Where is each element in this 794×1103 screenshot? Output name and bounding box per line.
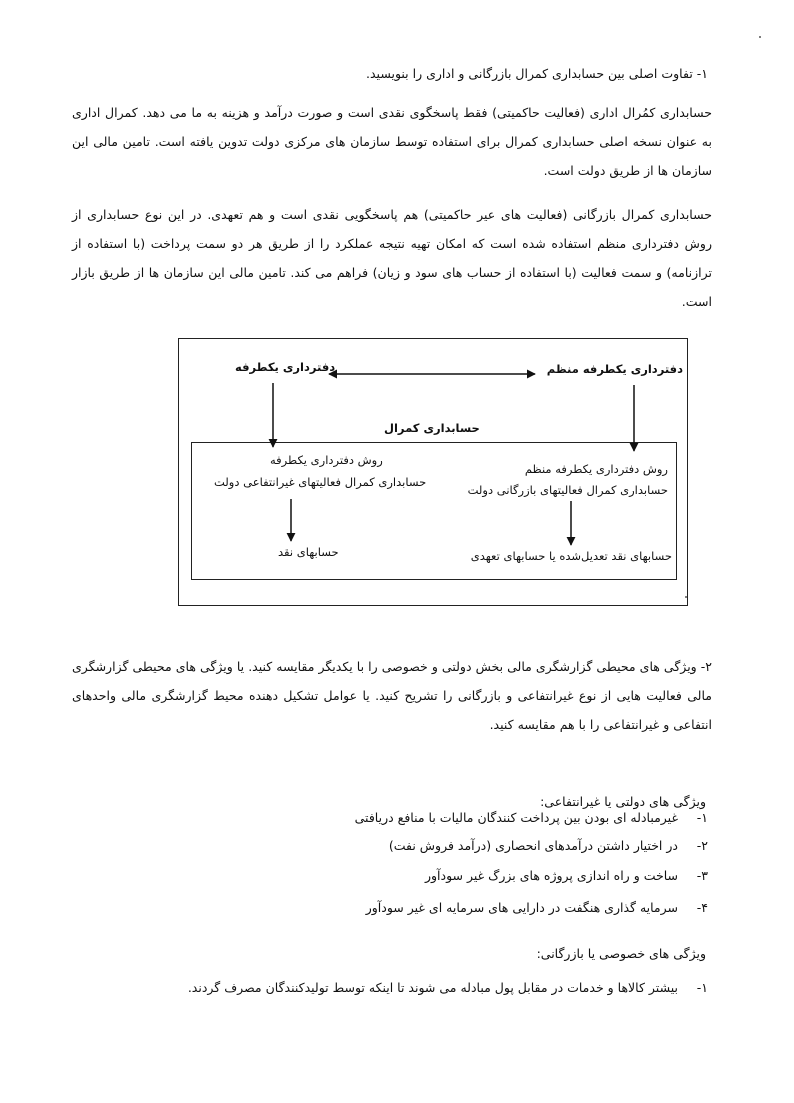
gov-item-2-num: ۲- [696,838,708,853]
gov-item-4 [366,896,708,920]
gov-item-1-num: ۱- [696,810,708,825]
private-item-1-text: بیشتر کالاها و خدمات در مقابل پول مبادله می شوند تا اینکه توسط تولیدکنندگان مصرف گردند. [187,980,678,995]
gov-item-3 [425,864,708,888]
diagram-left-line2: حسابداری کمرال فعالیتهای غیرانتفاعی دولت [214,475,427,489]
diagram-top-right-label: دفترداری یکطرفه منظم [546,362,683,376]
gov-item-1-text: غیرمبادله ای بودن بین پرداخت کنندگان مالیات با منافع دریافتی [354,810,678,825]
diagram-center-label: حسابداری کمرال [384,421,480,435]
question-2: ۲- ویژگی های محیطی گزارشگری مالی بخش دولتی و خصوصی را با یکدیگر مقایسه کنید. یا ویژگی های محیطی گزارشگری مالی فعالیت هایی از نوع غیرانتفاعی و بازرگانی را تشریح کنید. یا عوامل تشکیل دهنده محیط گزارشگری مالی واحدهای انتفاعی و غیرانتفاعی را با هم مقایسه کنید. [72,659,712,732]
diagram-bottom-right-label: حسابهای نقد تعدیل‌شده یا حسابهای تعهدی [470,549,672,563]
gov-item-4-num: ۴- [696,900,708,915]
gov-heading: ویژگی های دولتی یا غیرانتفاعی: [540,794,706,809]
diagram-left-line1: روش دفترداری یکطرفه [270,453,383,467]
private-item-1 [188,976,708,1000]
diagram-right-line2: حسابداری کمرال فعالیتهای بازرگانی دولت [467,483,668,497]
gov-item-1 [355,806,708,830]
private-item-1-num: ۱- [696,980,708,995]
diagram-bottom-left-label: حسابهای نقد [278,545,339,559]
scan-speck [685,596,687,598]
paragraph-commercial: حسابداری کمرال بازرگانی (فعالیت های عیر حاکمیتی) هم پاسخگویی نقدی است و هم تعهدی. در این نوع حسابداری از روش دفترداری منظم استفاده شده است که امکان تهیه نتیجه عملکرد را از طریق هر دو سمت پرداخت (با استفاده از ترازنامه) و سمت فعالیت (با استفاده از حساب های سود و زیان) فراهم می کند. تامین مالی این سازمان ها از طریق بازار است. [72,207,712,309]
question-1: ۱- تفاوت اصلی بین حسابداری کمرال بازرگانی و اداری را بنویسید. [366,66,708,81]
private-heading: ویژگی های خصوصی یا بازرگانی: [536,946,706,961]
gov-item-2 [389,834,708,858]
gov-item-3-num: ۳- [696,868,708,883]
scan-speck [759,36,761,38]
paragraph-administrative: حسابداری کمُرال اداری (فعالیت حاکمیتی) فقط پاسخگوی نقدی است و صورت درآمد و هزینه به ما می دهد. کمرال اداری به عنوان نسخه اصلی حسابداری کمرال برای استفاده توسط سازمان های مرکزی دولت تدوین یافته است. تامین مالی این سازمان ها از طریق دولت است. [72,105,712,178]
cameral-diagram [178,338,688,606]
diagram-arrows [179,339,687,605]
gov-item-2-text: در اختیار داشتن درآمدهای انحصاری (درآمد فروش نفت) [388,838,678,853]
diagram-right-line1: روش دفترداری یکطرفه منظم [524,462,668,476]
gov-item-3-text: ساخت و راه اندازی پروژه های بزرگ غیر سودآور [424,868,678,883]
diagram-top-left-label: دفترداری یکطرفه [235,360,336,374]
gov-item-4-text: سرمایه گذاری هنگفت در دارایی های سرمایه ای غیر سودآور [365,900,678,915]
